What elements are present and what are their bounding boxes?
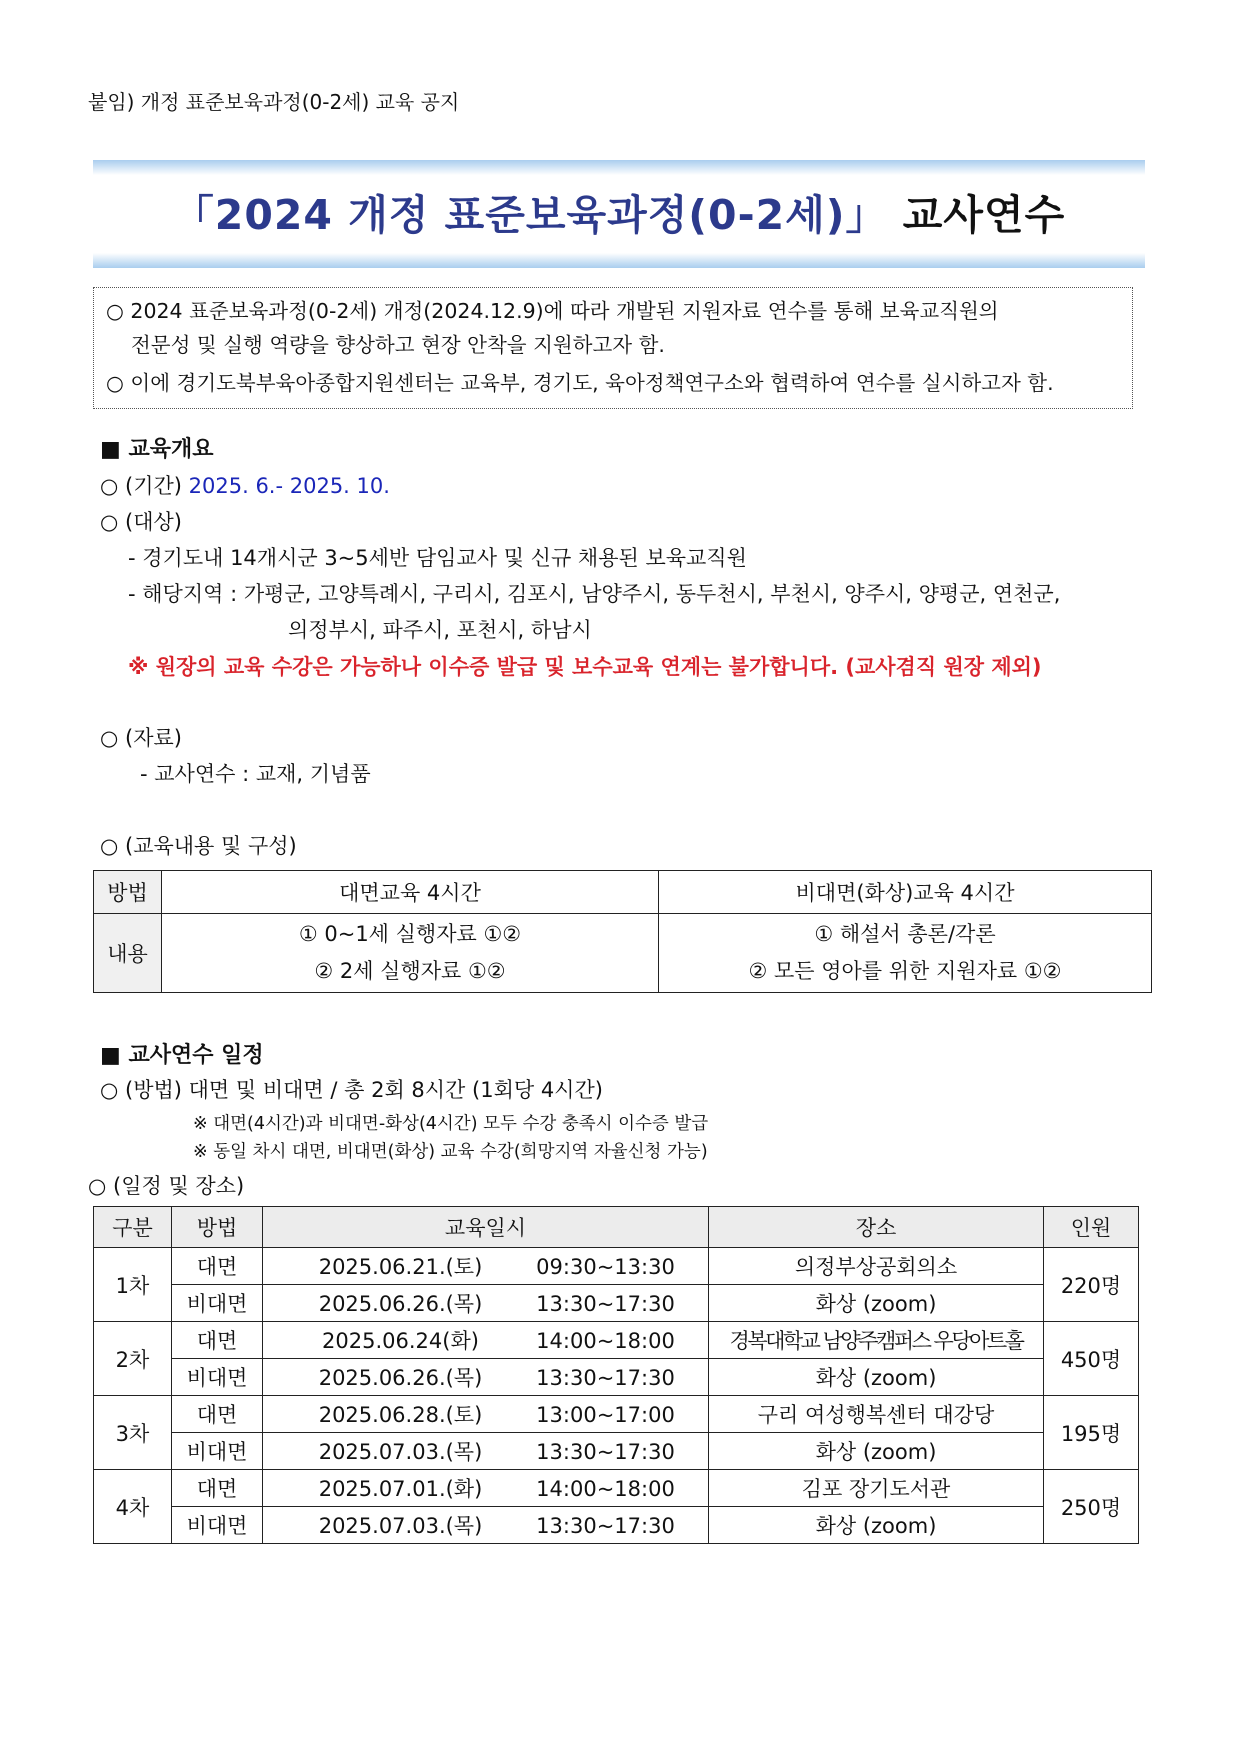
content-header-method: 방법 <box>94 871 162 914</box>
date-text: 2025.06.21.(토) <box>318 1255 483 1279</box>
date-text: 2025.07.03.(목) <box>318 1514 483 1538</box>
target-line-3: 의정부시, 파주시, 포천시, 하남시 <box>288 618 592 642</box>
attachment-label: 붙임) 개정 표준보육과정(0-2세) 교육 공지 <box>88 90 460 114</box>
datetime-cell <box>263 1285 709 1322</box>
target-line-2: - 해당지역 : 가평군, 고양특례시, 구리시, 김포시, 남양주시, 동두천시, 부천시, 양주시, 양평군, 연천군, <box>128 582 1061 606</box>
time-text: 13:30~17:30 <box>536 1514 675 1538</box>
round-label: 2차 <box>94 1322 172 1396</box>
time-text: 13:30~17:30 <box>536 1366 675 1390</box>
intro-line-2: 전문성 및 실행 역량을 향상하고 현장 안착을 지원하고자 함. <box>131 333 665 357</box>
intro-line-1: ○ 2024 표준보육과정(0-2세) 개정(2024.12.9)에 따라 개발된 지원자료 연수를 통해 보육교직원의 <box>106 299 999 323</box>
time-text: 13:30~17:30 <box>536 1440 675 1464</box>
offline-item-1: ① 0~1세 실행자료 ①② <box>298 922 522 946</box>
place-cell: 의정부상공회의소 <box>709 1248 1044 1285</box>
method-cell: 비대면 <box>172 1507 263 1544</box>
table-row <box>94 1507 1139 1544</box>
place-cell: 김포 장기도서관 <box>709 1470 1044 1507</box>
place-label: ○ (일정 및 장소) <box>88 1174 245 1198</box>
place-cell: 화상 (zoom) <box>709 1433 1044 1470</box>
page-title <box>93 182 1145 241</box>
place-cell: 화상 (zoom) <box>709 1285 1044 1322</box>
method-cell: 대면 <box>172 1396 263 1433</box>
people-cell: 450명 <box>1044 1322 1139 1396</box>
content-label: ○ (교육내용 및 구성) <box>100 834 297 858</box>
method-cell: 비대면 <box>172 1359 263 1396</box>
schedule-heading: ■ 교사연수 일정 <box>100 1043 264 1068</box>
date-text: 2025.06.26.(목) <box>318 1366 483 1390</box>
target-label: ○ (대상) <box>100 510 182 534</box>
method-cell: 비대면 <box>172 1285 263 1322</box>
schedule-header-method: 방법 <box>172 1207 263 1248</box>
place-cell: 경복대학교 남양주캠퍼스 우당아트홀 <box>709 1322 1044 1359</box>
time-text: 13:00~17:00 <box>536 1403 675 1427</box>
method-cell: 대면 <box>172 1322 263 1359</box>
schedule-table <box>93 1206 1139 1544</box>
time-text: 09:30~13:30 <box>536 1255 675 1279</box>
datetime-cell <box>263 1433 709 1470</box>
datetime-cell <box>263 1507 709 1544</box>
schedule-header-round: 구분 <box>94 1207 172 1248</box>
datetime-cell <box>263 1248 709 1285</box>
datetime-cell <box>263 1470 709 1507</box>
schedule-method: ○ (방법) 대면 및 비대면 / 총 2회 8시간 (1회당 4시간) <box>100 1078 603 1102</box>
period-value: 2025. 6.- 2025. 10. <box>188 474 390 498</box>
target-line-1: - 경기도내 14개시군 3~5세반 담임교사 및 신규 채용된 보육교직원 <box>128 546 747 570</box>
date-text: 2025.06.24(화) <box>322 1329 479 1353</box>
table-row <box>94 1322 1139 1359</box>
period-line <box>100 470 390 500</box>
round-label: 3차 <box>94 1396 172 1470</box>
date-text: 2025.07.03.(목) <box>318 1440 483 1464</box>
content-header-offline: 대면교육 4시간 <box>162 871 659 914</box>
datetime-cell <box>263 1359 709 1396</box>
time-text: 13:30~17:30 <box>536 1292 675 1316</box>
method-cell: 대면 <box>172 1248 263 1285</box>
table-row <box>94 1396 1139 1433</box>
schedule-note-2: ※ 동일 차시 대면, 비대면(화상) 교육 수강(희망지역 자율신청 가능) <box>193 1142 708 1162</box>
table-row <box>94 1470 1139 1507</box>
place-cell: 구리 여성행복센터 대강당 <box>709 1396 1044 1433</box>
date-text: 2025.06.28.(토) <box>318 1403 483 1427</box>
period-label: ○ (기간) <box>100 474 182 498</box>
content-table <box>93 870 1152 993</box>
overview-heading: ■ 교육개요 <box>100 437 214 462</box>
round-label: 1차 <box>94 1248 172 1322</box>
schedule-note-1: ※ 대면(4시간)과 비대면-화상(4시간) 모두 수강 충족시 이수증 발급 <box>193 1114 709 1134</box>
content-header-online: 비대면(화상)교육 4시간 <box>659 871 1152 914</box>
table-row <box>94 1359 1139 1396</box>
people-cell: 195명 <box>1044 1396 1139 1470</box>
method-cell: 비대면 <box>172 1433 263 1470</box>
table-row <box>94 1248 1139 1285</box>
content-offline <box>162 914 659 993</box>
method-cell: 대면 <box>172 1470 263 1507</box>
place-cell: 화상 (zoom) <box>709 1507 1044 1544</box>
title-suffix: 교사연수 <box>902 191 1066 239</box>
table-row <box>94 1285 1139 1322</box>
schedule-header-datetime: 교육일시 <box>263 1207 709 1248</box>
content-online <box>659 914 1152 993</box>
datetime-cell <box>263 1322 709 1359</box>
place-cell: 화상 (zoom) <box>709 1359 1044 1396</box>
notice-text: ※ 원장의 교육 수강은 가능하나 이수증 발급 및 보수교육 연계는 불가합니다. (교사겸직 원장 제외) <box>128 655 1042 679</box>
schedule-body <box>94 1248 1139 1544</box>
schedule-header-place: 장소 <box>709 1207 1044 1248</box>
datetime-cell <box>263 1396 709 1433</box>
material-line: - 교사연수 : 교재, 기념품 <box>140 762 371 786</box>
date-text: 2025.07.01.(화) <box>318 1477 483 1501</box>
time-text: 14:00~18:00 <box>536 1477 675 1501</box>
time-text: 14:00~18:00 <box>536 1329 675 1353</box>
schedule-header-people: 인원 <box>1044 1207 1139 1248</box>
round-label: 4차 <box>94 1470 172 1544</box>
intro-line-3: ○ 이에 경기도북부육아종합지원센터는 교육부, 경기도, 육아정책연구소와 협력하여 연수를 실시하고자 함. <box>106 371 1054 395</box>
material-label: ○ (자료) <box>100 726 182 750</box>
title-main: 「2024 개정 표준보육과정(0-2세)」 <box>172 191 888 239</box>
online-item-1: ① 해설서 총론/각론 <box>814 922 996 946</box>
intro-box <box>93 287 1133 409</box>
date-text: 2025.06.26.(목) <box>318 1292 483 1316</box>
people-cell: 250명 <box>1044 1470 1139 1544</box>
online-item-2: ② 모든 영아를 위한 지원자료 ①② <box>748 959 1062 983</box>
table-row <box>94 1433 1139 1470</box>
content-row-label: 내용 <box>94 914 162 993</box>
offline-item-2: ② 2세 실행자료 ①② <box>314 959 506 983</box>
people-cell: 220명 <box>1044 1248 1139 1322</box>
